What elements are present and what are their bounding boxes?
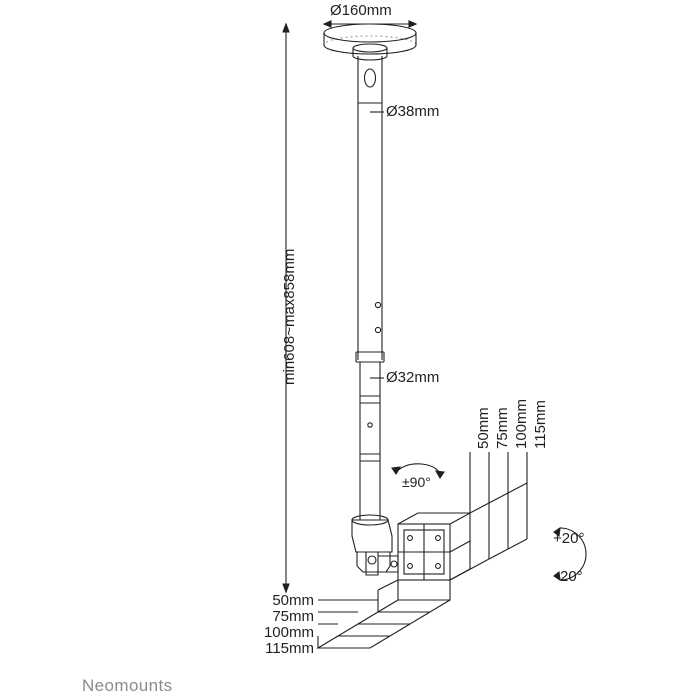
vesa-vertical-extension-lines xyxy=(470,452,527,513)
label-rotation: ±90° xyxy=(402,474,431,490)
label-ceiling-plate-diameter: Ø160mm xyxy=(330,2,392,19)
label-vesa-horizontal-3: 115mm xyxy=(265,640,314,657)
label-tilt-up: +20° xyxy=(553,530,585,547)
label-vesa-vertical-1: 75mm xyxy=(494,407,511,449)
tube-screws xyxy=(375,302,380,332)
brand-wordmark: Neomounts xyxy=(82,676,173,695)
label-vesa-vertical-2: 100mm xyxy=(513,398,530,449)
label-vesa-vertical-3: 115mm xyxy=(532,400,549,449)
label-vesa-horizontal-2: 100mm xyxy=(263,624,314,641)
bracket-bottom-outlines xyxy=(318,580,450,648)
label-tilt-down: -20° xyxy=(555,568,583,585)
upper-tube xyxy=(358,56,382,360)
monitor-bracket xyxy=(398,524,450,580)
label-lower-tube-diameter: Ø32mm xyxy=(386,369,440,386)
label-vesa-horizontal-1: 75mm xyxy=(272,608,314,625)
bracket-depth-outlines xyxy=(398,483,527,580)
label-height-range: min608~max858mm xyxy=(281,248,298,385)
tube-joint xyxy=(356,352,384,362)
lower-tube xyxy=(360,362,380,520)
ceiling-plate xyxy=(324,24,416,54)
label-vesa-horizontal-0: 50mm xyxy=(272,592,314,609)
leaders xyxy=(324,21,416,378)
label-upper-tube-diameter: Ø38mm xyxy=(386,103,440,120)
label-vesa-vertical-0: 50mm xyxy=(475,407,492,449)
